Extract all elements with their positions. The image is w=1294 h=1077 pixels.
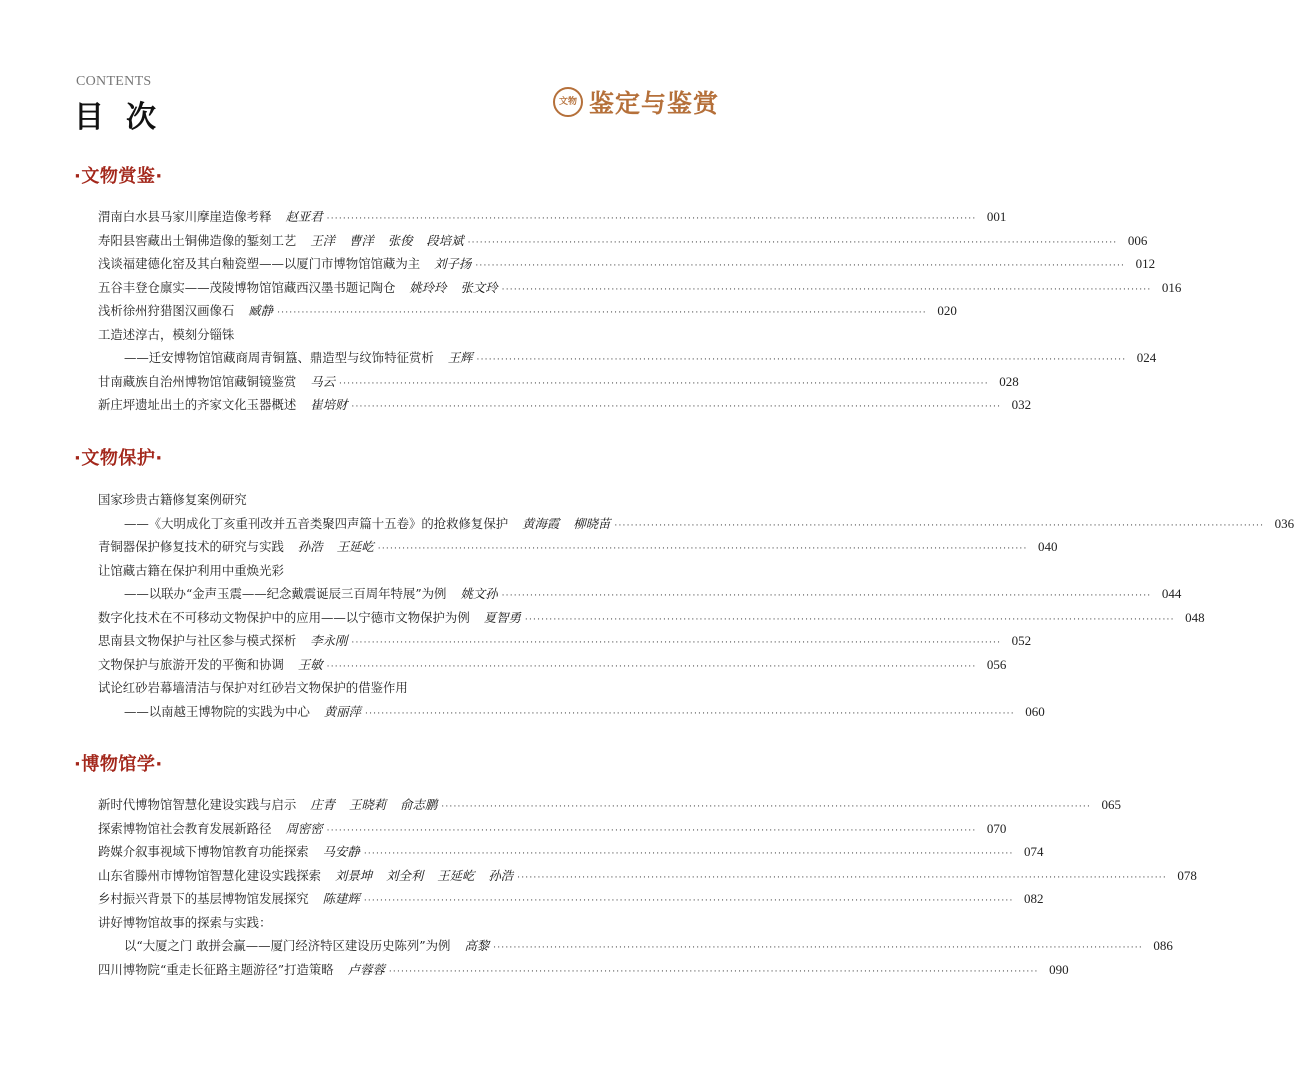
entry-author: 李永刚 — [310, 633, 348, 648]
logo-seal-icon: 文物 — [553, 87, 583, 117]
entry-title: 文物保护与旅游开发的平衡和协调 — [98, 656, 284, 672]
leader-dots: ································································································································································ — [339, 378, 989, 389]
leader-dots: ································································································································································ — [363, 896, 1014, 906]
entry-title: 乡村振兴背景下的基层博物馆发展探究 — [98, 891, 309, 906]
entry-author: 孙浩 王延屹 — [297, 539, 374, 554]
logo-text: 鉴定与鉴赏 — [589, 89, 720, 118]
leader-dots: ································································································································································ — [441, 802, 1091, 812]
section-title: ·博物馆学· — [74, 754, 163, 775]
leader-dots: ································································································································································ — [351, 638, 1002, 648]
entry-title: 思南县文物保护与社区参与模式探析 — [98, 633, 297, 648]
entry-author: 姚玲玲 张文玲 — [409, 279, 498, 295]
page-title: 目次 — [74, 100, 178, 135]
toc-entry[interactable] — [98, 678, 724, 698]
entry-page-number: 048 — [1185, 609, 1205, 625]
entry-title: 四川博物院“重走长征路主题游径”打造策略 — [98, 961, 334, 977]
contents-label: CONTENTS — [76, 74, 152, 89]
entry-author: 高黎 — [464, 938, 490, 953]
toc-entry[interactable] — [98, 325, 724, 345]
leader-dots: ································································································································································ — [326, 214, 977, 224]
entry-page-number: 036 — [1274, 515, 1294, 531]
section-title: ·文物赏鉴· — [74, 166, 163, 187]
entry-page-number: 028 — [999, 373, 1019, 389]
toc-entry[interactable] — [98, 702, 1045, 722]
entry-title: 山东省滕州市博物馆智慧化建设实践探索 — [98, 867, 322, 883]
toc-entry[interactable] — [98, 960, 1069, 980]
entry-title: 工造述淳古，模刻分锱铢 — [98, 326, 235, 342]
leader-dots: ································································································································································ — [501, 284, 1152, 295]
toc-entry[interactable] — [98, 490, 724, 510]
entry-title: 甘南藏族自治州博物馆馆藏铜镜鉴赏 — [98, 373, 297, 389]
entry-page-number: 006 — [1127, 232, 1148, 248]
entry-page-number: 060 — [1025, 703, 1045, 719]
entry-author: 马安静 — [322, 844, 360, 859]
entry-page-number: 070 — [986, 820, 1007, 836]
entry-title: 青铜器保护修复技术的研究与实践 — [98, 539, 284, 554]
entry-author: 臧静 — [248, 303, 274, 318]
entry-page-number: 086 — [1153, 938, 1173, 953]
toc-entry[interactable] — [98, 936, 1173, 956]
entry-author: 王敏 — [297, 656, 323, 672]
toc-entry[interactable] — [98, 395, 1032, 415]
leader-dots: ································································································································································ — [493, 943, 1143, 953]
toc-entry[interactable] — [98, 514, 1294, 534]
toc-entry[interactable] — [98, 584, 1182, 604]
toc-entry[interactable] — [98, 819, 1007, 839]
leader-dots: ································································································································································ — [501, 591, 1152, 601]
entry-author: 赵亚君 — [285, 209, 323, 224]
leader-dots: ································································································································································ — [377, 544, 1028, 554]
leader-dots: ································································································································································ — [365, 708, 1015, 719]
entry-title: 以“大厦之门 敢拼会赢——厦门经济特区建设历史陈列”为例 — [124, 938, 451, 953]
entry-page-number: 082 — [1024, 891, 1044, 906]
toc-entry[interactable] — [98, 278, 1182, 298]
entry-page-number: 074 — [1024, 844, 1044, 859]
toc-entry[interactable] — [98, 795, 1121, 815]
toc-entry[interactable] — [98, 231, 1148, 251]
entry-page-number: 016 — [1161, 279, 1182, 295]
leader-dots: ································································································································································ — [388, 966, 1039, 977]
entry-author: 黄丽萍 — [323, 703, 362, 719]
leader-dots: ································································································································································ — [277, 308, 927, 318]
entry-title: 国家珍贵古籍修复案例研究 — [98, 492, 247, 507]
toc-entry[interactable] — [98, 913, 724, 933]
entry-page-number: 032 — [1011, 397, 1032, 412]
leader-dots: ································································································································································ — [326, 825, 977, 836]
entry-author: 周密密 — [285, 820, 323, 836]
toc-entry[interactable] — [98, 207, 1007, 227]
entry-title: 寿阳县窖藏出土铜佛造像的錾刻工艺 — [98, 232, 297, 248]
entry-author: 黄海霞 柳晓苗 — [522, 515, 611, 531]
entry-title: ——以南越王博物院的实践为中心 — [124, 703, 310, 719]
entry-title: ——迁安博物馆馆藏商周青铜簋、鼎造型与纹饰特征赏析 — [124, 350, 434, 365]
leader-dots: ································································································································································ — [475, 261, 1126, 271]
entry-title: 新庄坪遗址出土的齐家文化玉器概述 — [98, 397, 297, 412]
leader-dots: ································································································································································ — [524, 614, 1175, 625]
entry-title: 数字化技术在不可移动文物保护中的应用——以宁德市文物保护为例 — [98, 609, 470, 625]
leader-dots: ································································································································································ — [476, 355, 1127, 365]
entry-page-number: 020 — [937, 303, 957, 318]
entry-title: 探索博物馆社会教育发展新路径 — [98, 820, 272, 836]
entry-title: ——以联办“金声玉震——纪念戴震诞辰三百周年特展”为例 — [124, 586, 447, 601]
section-title: ·文物保护· — [74, 448, 163, 469]
leader-dots: ································································································································································ — [614, 520, 1265, 531]
toc-entry[interactable] — [98, 842, 1044, 862]
entry-page-number: 001 — [986, 209, 1007, 224]
entry-author: 姚文孙 — [460, 586, 498, 601]
leader-dots: ································································································································································ — [363, 849, 1014, 859]
toc-entry[interactable] — [98, 655, 1007, 675]
journal-logo — [553, 82, 733, 122]
entry-page-number: 065 — [1101, 797, 1121, 812]
entry-author: 夏智勇 — [483, 609, 521, 625]
leader-dots: ································································································································································ — [326, 661, 977, 672]
entry-author: 王洋 曹洋 张俊 段培斌 — [310, 232, 464, 248]
entry-title: 新时代博物馆智慧化建设实践与启示 — [98, 797, 297, 812]
entry-author: 王辉 — [447, 350, 473, 365]
toc-entry[interactable] — [98, 348, 1157, 368]
leader-dots: ································································································································································ — [351, 402, 1002, 412]
entry-author: 马云 — [310, 373, 336, 389]
entry-page-number: 024 — [1136, 350, 1157, 365]
entry-title: 跨媒介叙事视域下博物馆教育功能探索 — [98, 844, 309, 859]
toc-entry[interactable] — [98, 301, 957, 321]
leader-dots: ································································································································································ — [467, 237, 1118, 248]
entry-title: 浅析徐州狩猎图汉画像石 — [98, 303, 235, 318]
toc-entry[interactable] — [98, 372, 1019, 392]
toc-entry[interactable] — [98, 254, 1156, 274]
toc-entry[interactable] — [98, 631, 1032, 651]
entry-author: 陈建辉 — [322, 891, 360, 906]
entry-title: 浅谈福建德化窑及其白釉瓷塑——以厦门市博物馆馆藏为主 — [98, 256, 421, 271]
entry-author: 卢蓉蓉 — [347, 961, 385, 977]
entry-page-number: 040 — [1038, 539, 1058, 554]
entry-author: 崔培财 — [310, 397, 348, 412]
entry-title: 试论红砂岩幕墙清洁与保护对红砂岩文物保护的借鉴作用 — [98, 680, 408, 695]
entry-page-number: 090 — [1049, 961, 1069, 977]
toc-entry[interactable] — [98, 537, 1058, 557]
entry-page-number: 056 — [986, 656, 1007, 672]
toc-entry[interactable] — [98, 608, 1205, 628]
toc-entry[interactable] — [98, 889, 1044, 909]
entry-author: 庄青 王晓莉 俞志鹏 — [310, 797, 438, 812]
toc-entry[interactable] — [98, 866, 1197, 886]
entry-author: 刘景坤 刘全利 王延屹 孙浩 — [335, 867, 514, 883]
entry-page-number: 044 — [1161, 586, 1182, 601]
entry-title: 讲好博物馆故事的探索与实践： — [98, 914, 272, 930]
entry-title: 渭南白水县马家川摩崖造像考释 — [98, 209, 272, 224]
entry-title: 五谷丰登仓廪实——茂陵博物馆馆藏西汉墨书题记陶仓 — [98, 279, 396, 295]
leader-dots: ································································································································································ — [517, 872, 1167, 883]
toc-entry[interactable] — [98, 561, 724, 581]
entry-title: ——《大明成化丁亥重刊改并五音类聚四声篇十五卷》的抢救修复保护 — [124, 515, 509, 531]
entry-title: 让馆藏古籍在保护利用中重焕光彩 — [98, 562, 284, 578]
entry-page-number: 052 — [1011, 633, 1032, 648]
entry-page-number: 078 — [1177, 867, 1197, 883]
entry-page-number: 012 — [1135, 256, 1156, 271]
entry-author: 刘子扬 — [434, 256, 472, 271]
